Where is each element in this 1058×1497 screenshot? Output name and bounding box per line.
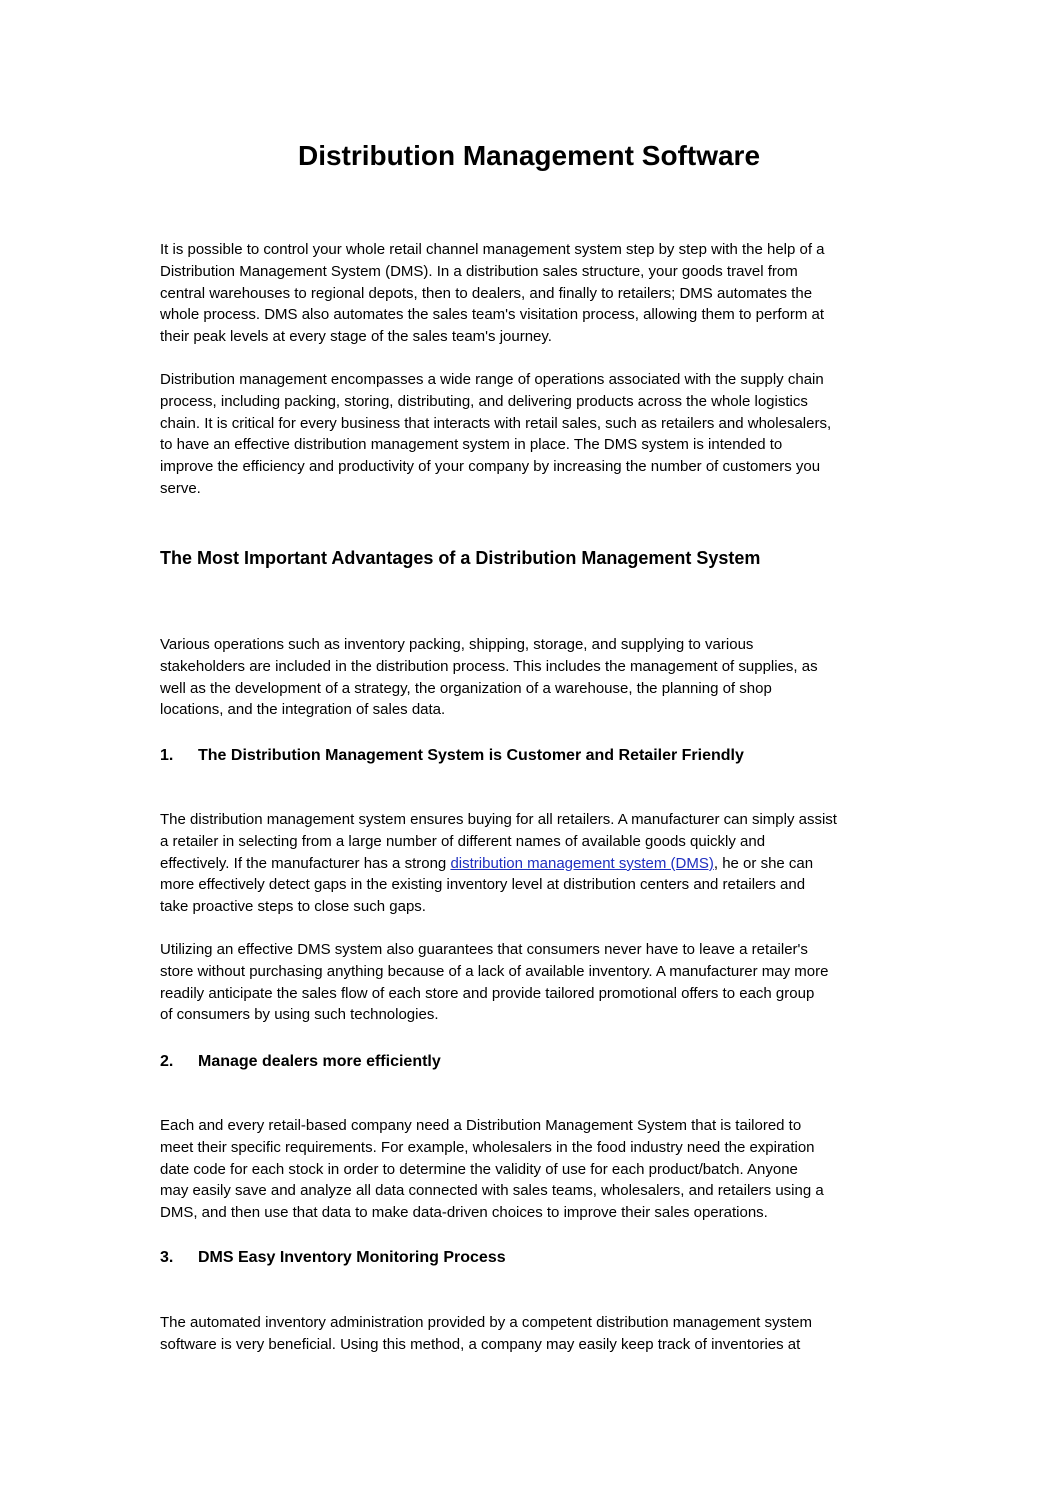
section-1-paragraph-1-text-b: , he or she can more effectively detect gaps in the existing inventory level at distribution centers and retailers and take proactive steps to close such gaps.	[160, 854, 814, 916]
section-2-paragraph-1: Each and every retail-based company need a Distribution Management System that is tailored to meet their specific requirements. For example, wholesalers in the food industry need the expiration date code for each stock in order to determine the validity of use for each product/batch. Anyone may easily save and analyze all data connected with sales teams, wholesalers, and retailers using a DMS, and then use that data to make data-driven choices to improve their sales operations.	[160, 1117, 824, 1222]
advantages-heading: The Most Important Advantages of a Distribution Management System	[160, 548, 761, 568]
section-3-heading	[160, 1247, 920, 1269]
document-title: Distribution Management Software	[297, 140, 761, 171]
section-3-paragraph-1: The automated inventory administration provided by a competent distribution management system software is very beneficial. Using this method, a company may easily keep track of inventories at	[160, 1314, 813, 1353]
section-1-paragraph-1-text-a: The distribution management system ensures buying for all retailers. A manufacturer can simply assist a retailer in selecting from a large number of different names of available goods quickly and effectively. If the manufacturer has a strong	[160, 811, 837, 872]
section-3-heading-text: DMS Easy Inventory Monitoring Process	[198, 1249, 506, 1266]
section-3-number: 3.	[160, 1249, 174, 1266]
intro-paragraph-1: It is possible to control your whole retail channel management system step by step with the help of a Distribution Management System (DMS). In a distribution sales structure, your goods travel from central warehouses to regional depots, then to dealers, and finally to retailers; DMS automates the whole process. DMS also automates the sales team's visitation process, allowing them to perform at their peak levels at every stage of the sales team's journey.	[160, 241, 825, 346]
section-1-paragraph-1	[160, 809, 910, 918]
intro-paragraph-2: Distribution management encompasses a wide range of operations associated with the supply chain process, including packing, storing, distributing, and delivering products across the whole logistics chain. It is critical for every business that interacts with retail sales, such as retailers and wholesalers, to have an effective distribution management system in place. The DMS system is intended to improve the efficiency and productivity of your company by increasing the number of customers you serve.	[160, 371, 832, 497]
section-1-heading-text: The Distribution Management System is Customer and Retailer Friendly	[198, 747, 744, 764]
section-1-paragraph-2: Utilizing an effective DMS system also guarantees that consumers never have to leave a retailer's store without purchasing anything because of a lack of available inventory. A manufacturer may more readily anticipate the sales flow of each store and provide tailored promotional offers to each group of consumers by using such technologies.	[160, 941, 829, 1024]
dms-link[interactable]: distribution management system (DMS)	[450, 854, 714, 872]
section-2-heading	[160, 1051, 920, 1073]
section-2-number: 2.	[160, 1053, 174, 1070]
section-1-number: 1.	[160, 747, 174, 764]
section-2-heading-text: Manage dealers more efficiently	[198, 1053, 441, 1070]
advantages-intro-paragraph: Various operations such as inventory packing, shipping, storage, and supplying to various stakeholders are included in the distribution process. This includes the management of supplies, as well as the development of a strategy, the organization of a warehouse, the planning of shop locations, and the integration of sales data.	[160, 636, 818, 719]
section-1-heading	[160, 745, 920, 767]
